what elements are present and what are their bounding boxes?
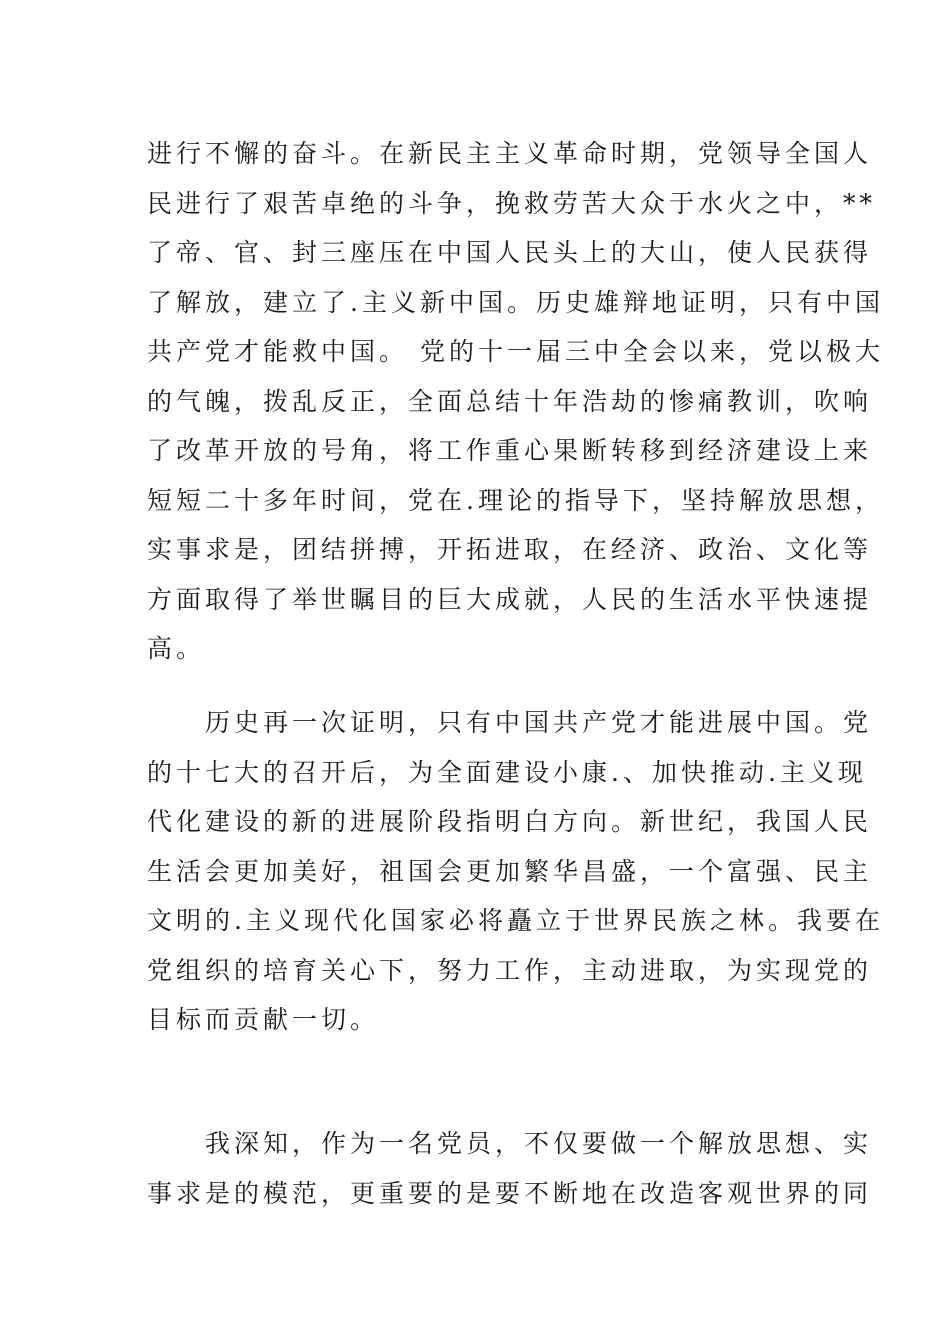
paragraph-line: 高。 (147, 634, 206, 663)
paragraph-1 (147, 129, 884, 674)
paragraph-line: 实事求是，团结拼搏，开拓进取，在经济、政治、文化等 (147, 535, 873, 564)
paragraph-line: 民进行了艰苦卓绝的斗争，挽救劳苦大众于水火之中，** (147, 188, 877, 218)
paragraph-line: 我深知，作为一名党员，不仅要做一个解放思想、实 (147, 1129, 873, 1158)
paragraph-line: 进行不懈的奋斗。在新民主主义革命时期，党领导全国人 (147, 139, 873, 168)
paragraph-3 (147, 1119, 873, 1218)
paragraph-line: 的十七大的召开后，为全面建设小康.、加快推动.主义现 (147, 757, 867, 787)
paragraph-line: 事求是的模范，更重要的是要不断地在改造客观世界的同 (147, 1178, 873, 1208)
paragraph-2 (147, 698, 884, 1045)
paragraph-line: 代化建设的新的进展阶段指明白方向。新世纪，我国人民 (147, 807, 873, 836)
paragraph-line: 文明的.主义现代化国家必将矗立于世界民族之林。我要在 (147, 906, 884, 935)
paragraph-line: 党组织的培育关心下，努力工作，主动进取，为实现党的 (147, 955, 873, 985)
paragraph-line: 目标而贡献一切。 (147, 1005, 380, 1034)
paragraph-line: 的气魄，拨乱反正，全面总结十年浩劫的惨痛教训，吹响 (147, 386, 873, 416)
paragraph-line: 了帝、官、封三座压在中国人民头上的大山，使人民获得 (147, 238, 873, 267)
paragraph-line: 历史再一次证明，只有中国共产党才能进展中国。党 (147, 708, 873, 737)
paragraph-line: 共产党才能救中国。 党的十一届三中全会以来，党以极大 (147, 337, 884, 366)
paragraph-line: 方面取得了举世瞩目的巨大成就，人民的生活水平快速提 (147, 584, 873, 614)
paragraph-line: 了解放，建立了.主义新中国。历史雄辩地证明，只有中国 (147, 287, 884, 317)
paragraph-line: 短短二十多年时间，党在.理论的指导下，坚持解放思想， (147, 485, 884, 515)
paragraph-line: 了改革开放的号角，将工作重心果断转移到经济建设上来 (147, 436, 873, 465)
paragraph-line: 生活会更加美好，祖国会更加繁华昌盛，一个富强、民主 (147, 856, 873, 886)
